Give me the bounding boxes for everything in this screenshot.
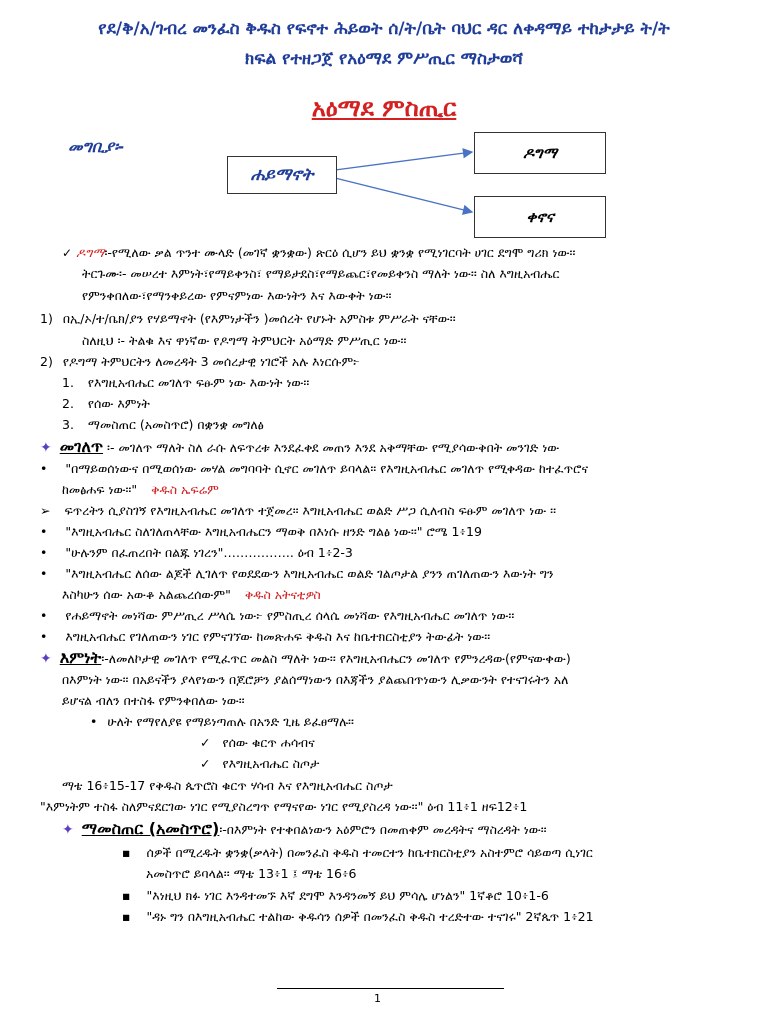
dogma-term: ዶግማ [76, 245, 105, 260]
point-1 [40, 309, 456, 328]
intro-label: መግቢያ፡- [68, 137, 125, 156]
header-line-2: ክፍል የተዘጋጀ የአዕማደ ምሥጢር ማስታወሻ [245, 49, 523, 69]
dogma-definition [62, 243, 575, 263]
header-line-1: የደ/ቅ/አ/ገብረ መንፈስ ቅዱስ የፍኖተ ሕይወት ሰ/ት/ቤት ባህር ዳር ለቀዳማይ ተከታታይ ት/ት [98, 19, 670, 39]
dogma-text-2: ትርጉሙ፡- መሠረተ እምነት፣የማይቀንስ፣ የማይታደስ፣የማይጨር፣የመይቀንስ ማለት ነው፡፡ ስለ እግዚአብሔር [82, 266, 560, 281]
list-item: • እግዚአብሔር የገለጠውን ነገር የምናገኘው ከመጽሐፍ ቅዱስ እና ከቤተክርስቲያን ትውፊት ነው፡፡ [40, 629, 491, 644]
intro-diagram [0, 0, 768, 260]
arrow-bullet-icon: ➢ [40, 503, 51, 518]
list-item-continuation: አመስጥሮ ይባላል፡፡ ማቴ 13፥1 ፤ ማቴ 16፥6 [146, 866, 357, 881]
mystery-intro: ፡-በእምነት የተቀበልነውን አዕምሮን በመጠቀም መረዳትና ማስረዳት ነው፡፡ [219, 822, 547, 837]
quote-source: ቅዱስ አትናቲዎስ [244, 587, 321, 602]
point-2-item: 3. ማመስጠር (አመስጥሮ) በቋንቋ መግለፅ [62, 417, 264, 432]
checkmark-icon: ✓ [200, 756, 211, 771]
bullet-icon: • [40, 566, 48, 581]
footer-divider [277, 988, 504, 989]
faith-ref-2: "እምነትም ተስፋ ስለምናደርገው ነገር የሚያስረግጥ የማናየው ነገር የሚያስረዳ ነው፡፡" ዕብ 11፥1 ዘፍ12፥1 [40, 799, 528, 814]
page-number: 1 [374, 992, 381, 1005]
point-2-text: የዶግማ ትምህርትን ለመረዳት 3 መሰረታዊ ነገሮች አሉ እነርሱም፦ [62, 354, 360, 369]
faith-sub-intro: • ሁለት የማየለያዩ የማይነጣጠሉ በአንድ ጊዜ ይፈፀማሉ፡፡ [90, 714, 354, 729]
point-1-sub: ስለዚህ ፡- ትልቁ እና ዋነኛው የዶግማ ትምህርት አዕማድ ምሥጢር ነው፡፡ [82, 333, 407, 348]
checkmark-icon: ✓ [62, 246, 73, 260]
checkmark-icon: ✓ [200, 735, 211, 750]
faith-line-2: በእምነት ነው፡፡ በአይናችን ያላየነውን በጆሮቻን ያልሰማነውን በእጃችን ያልጨበጥነውን ሊቃውንት የተናገሩትን አለ [62, 672, 569, 687]
list-item: ▪ "ዳኑ ግን በእግዚአብሔር ተልከው ቅዱሳን ሰዎች በመንፈስ ቅዱስ ተረድተው ተናገሩ" 2ኛጴጥ 1፥21 [122, 909, 594, 924]
faith-sub-item: ✓ የእግዚአብሔር ስጦታ [200, 756, 320, 771]
list-item-continuation: ከመፅሐፍ ነው፡፡" ቅዱስ ኤፍሬም [62, 482, 219, 497]
quote-source: ቅዱስ ኤፍሬም [151, 482, 219, 497]
heading-bullet-icon: ✦ [40, 440, 52, 456]
faith-line-3: ይሆናል ብለን በተስፋ የምንቀበለው ነው፡፡ [62, 693, 245, 708]
bullet-icon: • [40, 629, 48, 644]
list-item: • "እግዚአብሔር ስለገለጠላቸው እግዚአብሔርን ማወቅ በእነሱ ዘንድ ግልፅ ነው፡፡" ሮሜ 1፥19 [40, 524, 482, 539]
main-title: አዕማደ ምስጢር [311, 94, 457, 122]
dogma-text-3: የምንቀበለው፣የማንቀይረው የምናምነው እውነትን እና እውቀት ነው፡፡ [82, 288, 392, 303]
list-item: ▪ ሰዎች በሚረዱት ቋንቋ(ቃላት) በመንፈስ ቅዱስ ተመርተን ከቤተክርስቲያን አስተምሮ ሳይወጣ ሲነገር [122, 845, 593, 860]
list-item: ➢ ፍጥረትን ሲያስገኝ የእግዚአብሔር መገለጥ ተጀመረ፡፡ እግዚአብሔር ወልድ ሥጋ ሲለብስ ፍፁም መገለጥ ነው ፡፡ [40, 503, 557, 518]
bullet-icon: • [90, 714, 98, 729]
faith-sub-item: ✓ የሰው ቁርጥ ሐሳብና [200, 735, 315, 750]
faith-heading: እምነት [59, 648, 102, 667]
list-item-continuation: እስካሁን ሰው አውቆ አልጨረሰውም" ቅዱስ አትናቲዎስ [62, 587, 321, 602]
heading-bullet-icon: ✦ [40, 651, 52, 667]
point-2-number: 2) [40, 354, 53, 369]
arrow-to-dogma [335, 152, 472, 170]
square-bullet-icon: ▪ [122, 845, 131, 860]
point-2-item: 1. የእግዚአብሔር መገለጥ ፍፁም ነው እውነት ነው፡፡ [62, 375, 310, 390]
point-1-text: በኢ/ኦ/ተ/ቤክ/ያን የሃይማኖት (የእምነታችን )መሰረት የሆኑት አምስቱ ምሥራት ናቸው፡፡ [62, 311, 456, 326]
faith-heading-line [40, 647, 571, 670]
list-item: • "እግዚአብሔር ለሰው ልጆች ሊገለጥ የወደደውን እግዚአብሔር ወልድ ገልጦታል ያንን ጠገለጠውን እውነት ግን [40, 566, 554, 581]
revelation-intro: ፡- መገለጥ ማለት ስለ ራሱ ለፍጥረቱ እንደፈቀደ መጠን እንደ አቅማቸው የሚያሳውቅበት መንገድ ነው [107, 440, 560, 455]
list-item: • የሐይማኖት መነሻው ምሥጢረ ሥላሴ ነው፦ የምስጢረ ሰላሴ መነሻው የእግዚአብሔር መገለጥ ነው፡፡ [40, 608, 515, 623]
faith-box: ሐይማኖት [227, 156, 337, 194]
bullet-icon: • [40, 608, 48, 623]
bullet-icon: • [40, 524, 48, 539]
square-bullet-icon: ▪ [122, 888, 131, 903]
list-item: • "በማይወሰነውና በሚወሰነው መሃል መግባባት ሲኖር መገለጥ ይባላል፡፡ የእግዚአብሔር መገለጥ የሚቀዳው ከተፈጥሮና [40, 461, 589, 476]
heading-bullet-icon: ✦ [62, 822, 74, 838]
mystery-heading-line [62, 818, 547, 841]
square-bullet-icon: ▪ [122, 909, 131, 924]
revelation-heading-line [40, 436, 559, 459]
canon-box: ቀኖና [474, 196, 606, 238]
point-1-number: 1) [40, 311, 53, 326]
arrow-to-canon [335, 178, 472, 212]
bullet-icon: • [40, 545, 48, 560]
list-item: ▪ "እነዚህ ክፉ ነገር እንዳተመኙ እኛ ደግሞ እንዳንመኝ ይህ ምሳሌ ሆነልን" 1ኛቆሮ 10፥1-6 [122, 888, 549, 903]
dogma-box: ዶግማ [474, 132, 606, 174]
dogma-text-1: ፡-የሚለው ቃል ጥንተ ሙላድ (መገኛ ቋንቋው) ጽርዕ ሲሆን ይህ ቋንቋ የሚነገርባት ሀገር ደግሞ ግሪክ ነው፡፡ [104, 245, 576, 260]
bullet-icon: • [40, 461, 48, 476]
list-item: • "ሁሉንም በፈጠረበት በልጁ ነገረን"…………….. ዕብ 1፥2-3 [40, 545, 353, 560]
faith-ref-1: ማቴ 16፥15-17 የቅዱስ ጴጥሮስ ቁርጥ ሃሳብ እና የእግዚአብሔር ስጦታ [62, 778, 393, 793]
mystery-heading: ማመስጠር (አመስጥሮ) [81, 819, 220, 838]
point-2-item: 2. የሰው እምነት [62, 396, 150, 411]
point-2 [40, 352, 360, 371]
faith-intro: ፡-ለመለኮታዊ መገለጥ የሚፈጥር መልስ ማለት ነው፡፡ የእግዚአብሔርን መገለጥ የምንረዳው(የምናውቀው) [101, 651, 571, 666]
revelation-heading: መገለጥ [59, 437, 104, 456]
